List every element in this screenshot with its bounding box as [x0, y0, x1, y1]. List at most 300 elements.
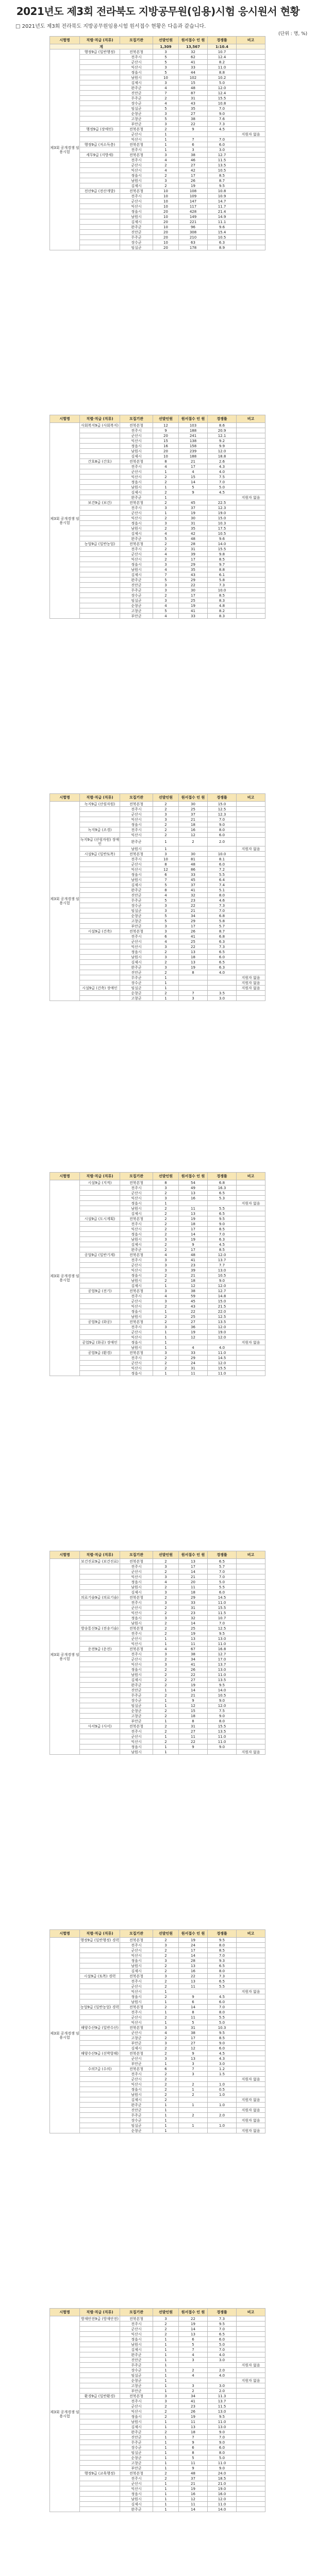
- ratio-cell: 9.5: [208, 1216, 237, 1222]
- total-selected: 1,309: [153, 44, 179, 49]
- agency-cell: 전주시: [120, 2010, 153, 2015]
- agency-cell: 임실군: [120, 598, 153, 603]
- table-row: [50, 1631, 265, 1636]
- job-series-cell: [80, 1564, 120, 1569]
- agency-cell: 고창군: [120, 919, 153, 924]
- column-header: 모집기관: [120, 2309, 153, 2316]
- note-cell: [237, 822, 265, 827]
- selected-count-cell: 1: [153, 2108, 179, 2113]
- note-cell: [237, 485, 265, 490]
- ratio-cell: 8.8: [208, 70, 237, 75]
- note-cell: [237, 1698, 265, 1703]
- ratio-cell: 6.1: [208, 572, 237, 578]
- agency-cell: 군산시: [120, 163, 153, 168]
- note-cell: [237, 2414, 265, 2419]
- selected-count-cell: 2: [153, 1631, 179, 1636]
- selected-count-cell: 3: [153, 1943, 179, 1948]
- applicant-count-cell: 17: [179, 593, 208, 598]
- data-table: [49, 793, 265, 1001]
- agency-cell: 군산시: [120, 1569, 153, 1574]
- table-row: [50, 2056, 265, 2061]
- selected-count-cell: 2: [153, 474, 179, 480]
- selected-count-cell: 1: [153, 1340, 179, 1345]
- note-cell: [237, 163, 265, 168]
- selected-count-cell: 2: [153, 1667, 179, 1672]
- note-cell: [237, 2087, 265, 2092]
- ratio-cell: 13.0: [208, 1667, 237, 1672]
- ratio-cell: 7.0: [208, 2435, 237, 2440]
- applicant-count-cell: 19: [179, 511, 208, 516]
- job-series-cell: 행정9급 (교육행정): [80, 2471, 120, 2476]
- selected-count-cell: 2: [153, 183, 179, 189]
- job-series-cell: [80, 862, 120, 867]
- table-row: [50, 986, 265, 991]
- selected-count-cell: 1: [153, 975, 179, 980]
- agency-cell: 전북본청: [120, 423, 153, 428]
- applicant-count-cell: 9: [179, 1744, 208, 1750]
- note-cell: [237, 158, 265, 163]
- note-cell: [237, 189, 265, 194]
- note-cell: [237, 955, 265, 960]
- applicant-count-cell: [179, 2363, 208, 2368]
- job-series-cell: [80, 219, 120, 225]
- selected-count-cell: 5: [153, 883, 179, 888]
- agency-cell: 정읍시: [120, 1958, 153, 1963]
- agency-cell: 익산시: [120, 944, 153, 950]
- job-series-cell: 공업9급 (화공): [80, 1319, 120, 1325]
- agency-cell: 남원시: [120, 1345, 153, 1350]
- ratio-cell: 6.8: [208, 1180, 237, 1185]
- agency-cell: 남원시: [120, 75, 153, 80]
- job-series-cell: [80, 531, 120, 536]
- job-series-cell: [80, 572, 120, 578]
- applicant-count-cell: 3: [179, 2383, 208, 2388]
- applicant-count-cell: 18: [179, 822, 208, 827]
- ratio-cell: [208, 2077, 237, 2082]
- agency-cell: 전주시: [120, 1355, 153, 1361]
- ratio-cell: [208, 986, 237, 991]
- table-row: [50, 960, 265, 965]
- job-series-cell: [80, 547, 120, 552]
- selected-count-cell: 3: [153, 908, 179, 913]
- ratio-cell: 12.4: [208, 91, 237, 96]
- agency-cell: 전북본청: [120, 1289, 153, 1294]
- table-row: [50, 1350, 265, 1355]
- job-series-cell: 농업9급 (일반농업): [80, 541, 120, 547]
- selected-count-cell: 20: [153, 433, 179, 438]
- agency-cell: 진안군: [120, 893, 153, 898]
- table-row: [50, 598, 265, 603]
- note-cell: [237, 557, 265, 562]
- job-series-cell: [80, 1258, 120, 1263]
- job-series-cell: [80, 2352, 120, 2358]
- selected-count-cell: 1: [153, 2378, 179, 2383]
- job-series-cell: [80, 867, 120, 872]
- ratio-cell: 4.0: [208, 2352, 237, 2358]
- applicant-count-cell: 17: [179, 173, 208, 178]
- ratio-cell: 7.0: [208, 1621, 237, 1626]
- agency-cell: 남원시: [120, 1621, 153, 1626]
- table-row: [50, 2046, 265, 2051]
- job-series-cell: [80, 2347, 120, 2352]
- job-series-cell: [80, 908, 120, 913]
- applicant-count-cell: 48: [179, 1252, 208, 1258]
- table-row: [50, 122, 265, 127]
- agency-cell: 전북본청: [120, 1647, 153, 1652]
- applicant-count-cell: 149: [179, 214, 208, 219]
- table-row: [50, 934, 265, 939]
- agency-cell: 군산시: [120, 2481, 153, 2486]
- table-row: [50, 877, 265, 883]
- job-series-cell: [80, 60, 120, 65]
- selected-count-cell: 2: [153, 1953, 179, 1958]
- ratio-cell: 12.0: [208, 1252, 237, 1258]
- selected-count-cell: 1: [153, 495, 179, 500]
- note-cell: [237, 1605, 265, 1611]
- agency-cell: 남원시: [120, 214, 153, 219]
- selected-count-cell: 2: [153, 950, 179, 955]
- ratio-cell: 7.5: [208, 1708, 237, 1714]
- ratio-cell: 4.5: [208, 127, 237, 132]
- note-cell: [237, 423, 265, 428]
- column-header: 선발인원: [153, 1173, 179, 1180]
- note-cell: [237, 2041, 265, 2046]
- applicant-count-cell: 19: [179, 1938, 208, 1943]
- job-series-cell: 행정9급 (저소득층): [80, 142, 120, 147]
- applicant-count-cell: 9: [179, 1994, 208, 1999]
- ratio-cell: 4.5: [208, 490, 237, 495]
- note-cell: [237, 521, 265, 526]
- selected-count-cell: 8: [153, 1180, 179, 1185]
- ratio-cell: 12.0: [208, 86, 237, 91]
- applicant-count-cell: 102: [179, 75, 208, 80]
- job-series-cell: [80, 2430, 120, 2435]
- applicant-count-cell: 21: [179, 2481, 208, 2486]
- selected-count-cell: 2: [153, 1677, 179, 1683]
- note-cell: [237, 511, 265, 516]
- table-row: [50, 521, 265, 526]
- selected-count-cell: 3: [153, 588, 179, 593]
- table-row: [50, 603, 265, 608]
- applicant-count-cell: [179, 975, 208, 980]
- ratio-cell: 12.5: [208, 1314, 237, 1319]
- table-row: [50, 1600, 265, 1605]
- applicant-count-cell: 14: [179, 480, 208, 485]
- selected-count-cell: 2: [153, 2087, 179, 2092]
- applicant-count-cell: 8: [179, 1719, 208, 1724]
- job-series-cell: [80, 2337, 120, 2342]
- selected-count-cell: 12: [153, 423, 179, 428]
- applicant-count-cell: 35: [179, 106, 208, 111]
- table-row: [50, 2066, 265, 2072]
- selected-count-cell: 4: [153, 567, 179, 572]
- selected-count-cell: 2: [153, 1206, 179, 1211]
- agency-cell: 군산시: [120, 1299, 153, 1304]
- applicant-count-cell: 14: [179, 1232, 208, 1237]
- job-series-cell: [80, 1636, 120, 1641]
- agency-cell: 고창군: [120, 2036, 153, 2041]
- agency-cell: 익산시: [120, 1574, 153, 1580]
- table-row: [50, 225, 265, 230]
- ratio-cell: 17.5: [208, 526, 237, 531]
- ratio-cell: 15.5: [208, 547, 237, 552]
- table-row: [50, 1734, 265, 1739]
- note-cell: [237, 1273, 265, 1278]
- agency-cell: 순창군: [120, 603, 153, 608]
- selected-count-cell: 2: [153, 1724, 179, 1729]
- table-row: [50, 1294, 265, 1299]
- job-series-cell: [80, 1237, 120, 1242]
- table-row: [50, 485, 265, 490]
- table-row: [50, 846, 265, 852]
- note-cell: [237, 1258, 265, 1263]
- ratio-cell: [208, 132, 237, 137]
- table-row: [50, 137, 265, 142]
- note-cell: [237, 1559, 265, 1564]
- table-row: [50, 608, 265, 614]
- job-series-cell: [80, 822, 120, 827]
- job-series-cell: [80, 2363, 120, 2368]
- applicant-count-cell: 16: [179, 1196, 208, 1201]
- table-row: [50, 2414, 265, 2419]
- agency-cell: 김제시: [120, 454, 153, 459]
- note-cell: 지원자 없음: [237, 1989, 265, 1994]
- table-row: [50, 2497, 265, 2502]
- applicant-count-cell: 6: [179, 2337, 208, 2342]
- job-series-cell: [80, 526, 120, 531]
- applicant-count-cell: 8: [179, 2010, 208, 2015]
- table-row: [50, 2368, 265, 2373]
- note-cell: [237, 2476, 265, 2481]
- note-cell: [237, 96, 265, 101]
- job-series-cell: [80, 2103, 120, 2108]
- ratio-cell: [208, 1989, 237, 1994]
- agency-cell: 김제시: [120, 80, 153, 86]
- job-series-cell: [80, 857, 120, 862]
- note-cell: [237, 1263, 265, 1268]
- ratio-cell: 8.0: [208, 827, 237, 833]
- agency-cell: 군산시: [120, 60, 153, 65]
- table-row: [50, 1580, 265, 1585]
- note-cell: [237, 65, 265, 70]
- table-row: [50, 142, 265, 147]
- selected-count-cell: 1: [153, 1989, 179, 1994]
- table-row: [50, 1325, 265, 1330]
- note-cell: [237, 893, 265, 898]
- applicant-count-cell: 22: [179, 1672, 208, 1677]
- note-cell: [237, 500, 265, 505]
- selected-count-cell: 10: [153, 75, 179, 80]
- ratio-cell: 7.3: [208, 122, 237, 127]
- note-cell: [237, 1724, 265, 1729]
- selected-count-cell: 2: [153, 1273, 179, 1278]
- job-series-cell: [80, 168, 120, 173]
- note-cell: [237, 1232, 265, 1237]
- table-row: [50, 2502, 265, 2507]
- ratio-cell: 9.6: [208, 225, 237, 230]
- applicant-count-cell: 17: [179, 1564, 208, 1569]
- selected-count-cell: 2: [153, 2051, 179, 2056]
- agency-cell: 전주시: [120, 2399, 153, 2404]
- table-row: [50, 1652, 265, 1657]
- agency-cell: 익산시: [120, 438, 153, 444]
- agency-cell: 군산시: [120, 1361, 153, 1366]
- note-cell: [237, 469, 265, 474]
- note-cell: [237, 2435, 265, 2440]
- ratio-cell: 15.4: [208, 230, 237, 235]
- ratio-cell: 8.2: [208, 60, 237, 65]
- ratio-cell: 9.7: [208, 562, 237, 567]
- job-series-cell: [80, 883, 120, 888]
- selected-count-cell: 2: [153, 547, 179, 552]
- job-series-cell: [80, 137, 120, 142]
- table-row: [50, 173, 265, 178]
- table-row: [50, 2430, 265, 2435]
- data-table: [49, 415, 265, 619]
- ratio-cell: 15.0: [208, 1299, 237, 1304]
- note-cell: [237, 2321, 265, 2327]
- table-row: [50, 2352, 265, 2358]
- job-series-cell: [80, 2507, 120, 2512]
- table-row: [50, 2332, 265, 2337]
- agency-cell: 임실군: [120, 2450, 153, 2455]
- agency-cell: 전북본청: [120, 1252, 153, 1258]
- applicant-count-cell: 38: [179, 2030, 208, 2036]
- job-series-cell: 시설9급 (토목) 경력: [80, 1974, 120, 1979]
- agency-cell: 정읍시: [120, 173, 153, 178]
- agency-cell: 군산시: [120, 199, 153, 204]
- ratio-cell: 6.5: [208, 2332, 237, 2337]
- job-series-cell: 해양수산9급 (선박항해): [80, 2051, 120, 2056]
- table-row: [50, 1574, 265, 1580]
- job-series-cell: [80, 1278, 120, 1283]
- job-series-cell: 행정9급 (일반행정) 경력: [80, 1938, 120, 1942]
- agency-cell: 전주시: [120, 1185, 153, 1191]
- agency-cell: 군산시: [120, 552, 153, 557]
- applicant-count-cell: 8: [179, 2450, 208, 2455]
- selected-count-cell: 2: [153, 2476, 179, 2481]
- note-cell: [237, 838, 265, 846]
- table-row: [50, 86, 265, 91]
- ratio-cell: 5.5: [208, 1206, 237, 1211]
- table-row: [50, 1739, 265, 1744]
- ratio-cell: 7.0: [208, 2347, 237, 2352]
- job-series-cell: [80, 960, 120, 965]
- selected-count-cell: 8: [153, 888, 179, 893]
- note-cell: [237, 490, 265, 495]
- applicant-count-cell: 27: [179, 2041, 208, 2046]
- applicant-count-cell: 147: [179, 199, 208, 204]
- applicant-count-cell: 39: [179, 552, 208, 557]
- ratio-cell: 12.3: [208, 812, 237, 817]
- selected-count-cell: 6: [153, 934, 179, 939]
- applicant-count-cell: 54: [179, 1180, 208, 1185]
- job-series-cell: [80, 2036, 120, 2041]
- ratio-cell: 11.0: [208, 2419, 237, 2425]
- agency-cell: 전북본청: [120, 1974, 153, 1979]
- job-series-cell: [80, 939, 120, 944]
- note-cell: [237, 862, 265, 867]
- applicant-count-cell: 22: [179, 1309, 208, 1314]
- applicant-count-cell: 9: [179, 1698, 208, 1703]
- applicant-count-cell: 19: [179, 1631, 208, 1636]
- job-series-cell: 행정9급 (일반행정): [80, 49, 120, 55]
- note-cell: [237, 183, 265, 189]
- selected-count-cell: 3: [153, 2041, 179, 2046]
- job-series-cell: [80, 2056, 120, 2061]
- ratio-cell: 12.0: [208, 1335, 237, 1340]
- selected-count-cell: 1: [153, 2481, 179, 2486]
- selected-count-cell: 1: [153, 2363, 179, 2368]
- agency-cell: 남원시: [120, 567, 153, 572]
- table-row: [50, 817, 265, 822]
- selected-count-cell: 3: [153, 122, 179, 127]
- applicant-count-cell: 1: [179, 2087, 208, 2092]
- note-cell: [237, 1319, 265, 1325]
- table-row: [50, 807, 265, 812]
- ratio-cell: 9.0: [208, 2041, 237, 2046]
- ratio-cell: 11.0: [208, 1734, 237, 1739]
- note-cell: [237, 2388, 265, 2394]
- note-cell: [237, 1180, 265, 1185]
- job-series-cell: [80, 2128, 120, 2133]
- job-series-cell: 사서9급 (사서): [80, 1724, 120, 1729]
- table-row: [50, 1585, 265, 1590]
- selected-count-cell: 3: [153, 598, 179, 603]
- table-row: [50, 2440, 265, 2445]
- agency-cell: 전주시: [120, 158, 153, 163]
- agency-cell: 정읍시: [120, 2087, 153, 2092]
- ratio-cell: 17.0: [208, 1657, 237, 1662]
- job-series-cell: [80, 485, 120, 490]
- selected-count-cell: 3: [153, 505, 179, 511]
- job-series-cell: [80, 428, 120, 433]
- selected-count-cell: 2: [153, 2471, 179, 2476]
- table-row: [50, 802, 265, 807]
- agency-cell: 익산시: [120, 2332, 153, 2337]
- note-cell: [237, 562, 265, 567]
- job-series-cell: [80, 1191, 120, 1196]
- ratio-cell: [208, 495, 237, 500]
- applicant-count-cell: 11: [179, 1206, 208, 1211]
- ratio-cell: 8.0: [208, 1943, 237, 1948]
- ratio-cell: 8.7: [208, 178, 237, 183]
- table-row: [50, 822, 265, 827]
- ratio-cell: 3.0: [208, 2061, 237, 2066]
- table-row: [50, 183, 265, 189]
- applicant-count-cell: 81: [179, 857, 208, 862]
- applicant-count-cell: 15: [179, 1708, 208, 1714]
- table-header-row: [50, 1173, 265, 1180]
- ratio-cell: 7.0: [208, 1232, 237, 1237]
- ratio-cell: 1.0: [208, 2092, 237, 2097]
- table-row: [50, 893, 265, 898]
- ratio-cell: 12.0: [208, 449, 237, 454]
- agency-cell: 진안군: [120, 1688, 153, 1693]
- job-series-cell: [80, 1958, 120, 1963]
- note-cell: [237, 1590, 265, 1595]
- agency-cell: 익산시: [120, 2486, 153, 2492]
- table-row: [50, 1683, 265, 1688]
- agency-cell: 정읍시: [120, 1201, 153, 1206]
- applicant-count-cell: 17: [179, 464, 208, 469]
- agency-cell: 익산시: [120, 1196, 153, 1201]
- applicant-count-cell: 23: [179, 2404, 208, 2409]
- table-row: [50, 2030, 265, 2036]
- applicant-count-cell: 29: [179, 578, 208, 583]
- table-row: [50, 1185, 265, 1191]
- ratio-cell: 8.5: [208, 557, 237, 562]
